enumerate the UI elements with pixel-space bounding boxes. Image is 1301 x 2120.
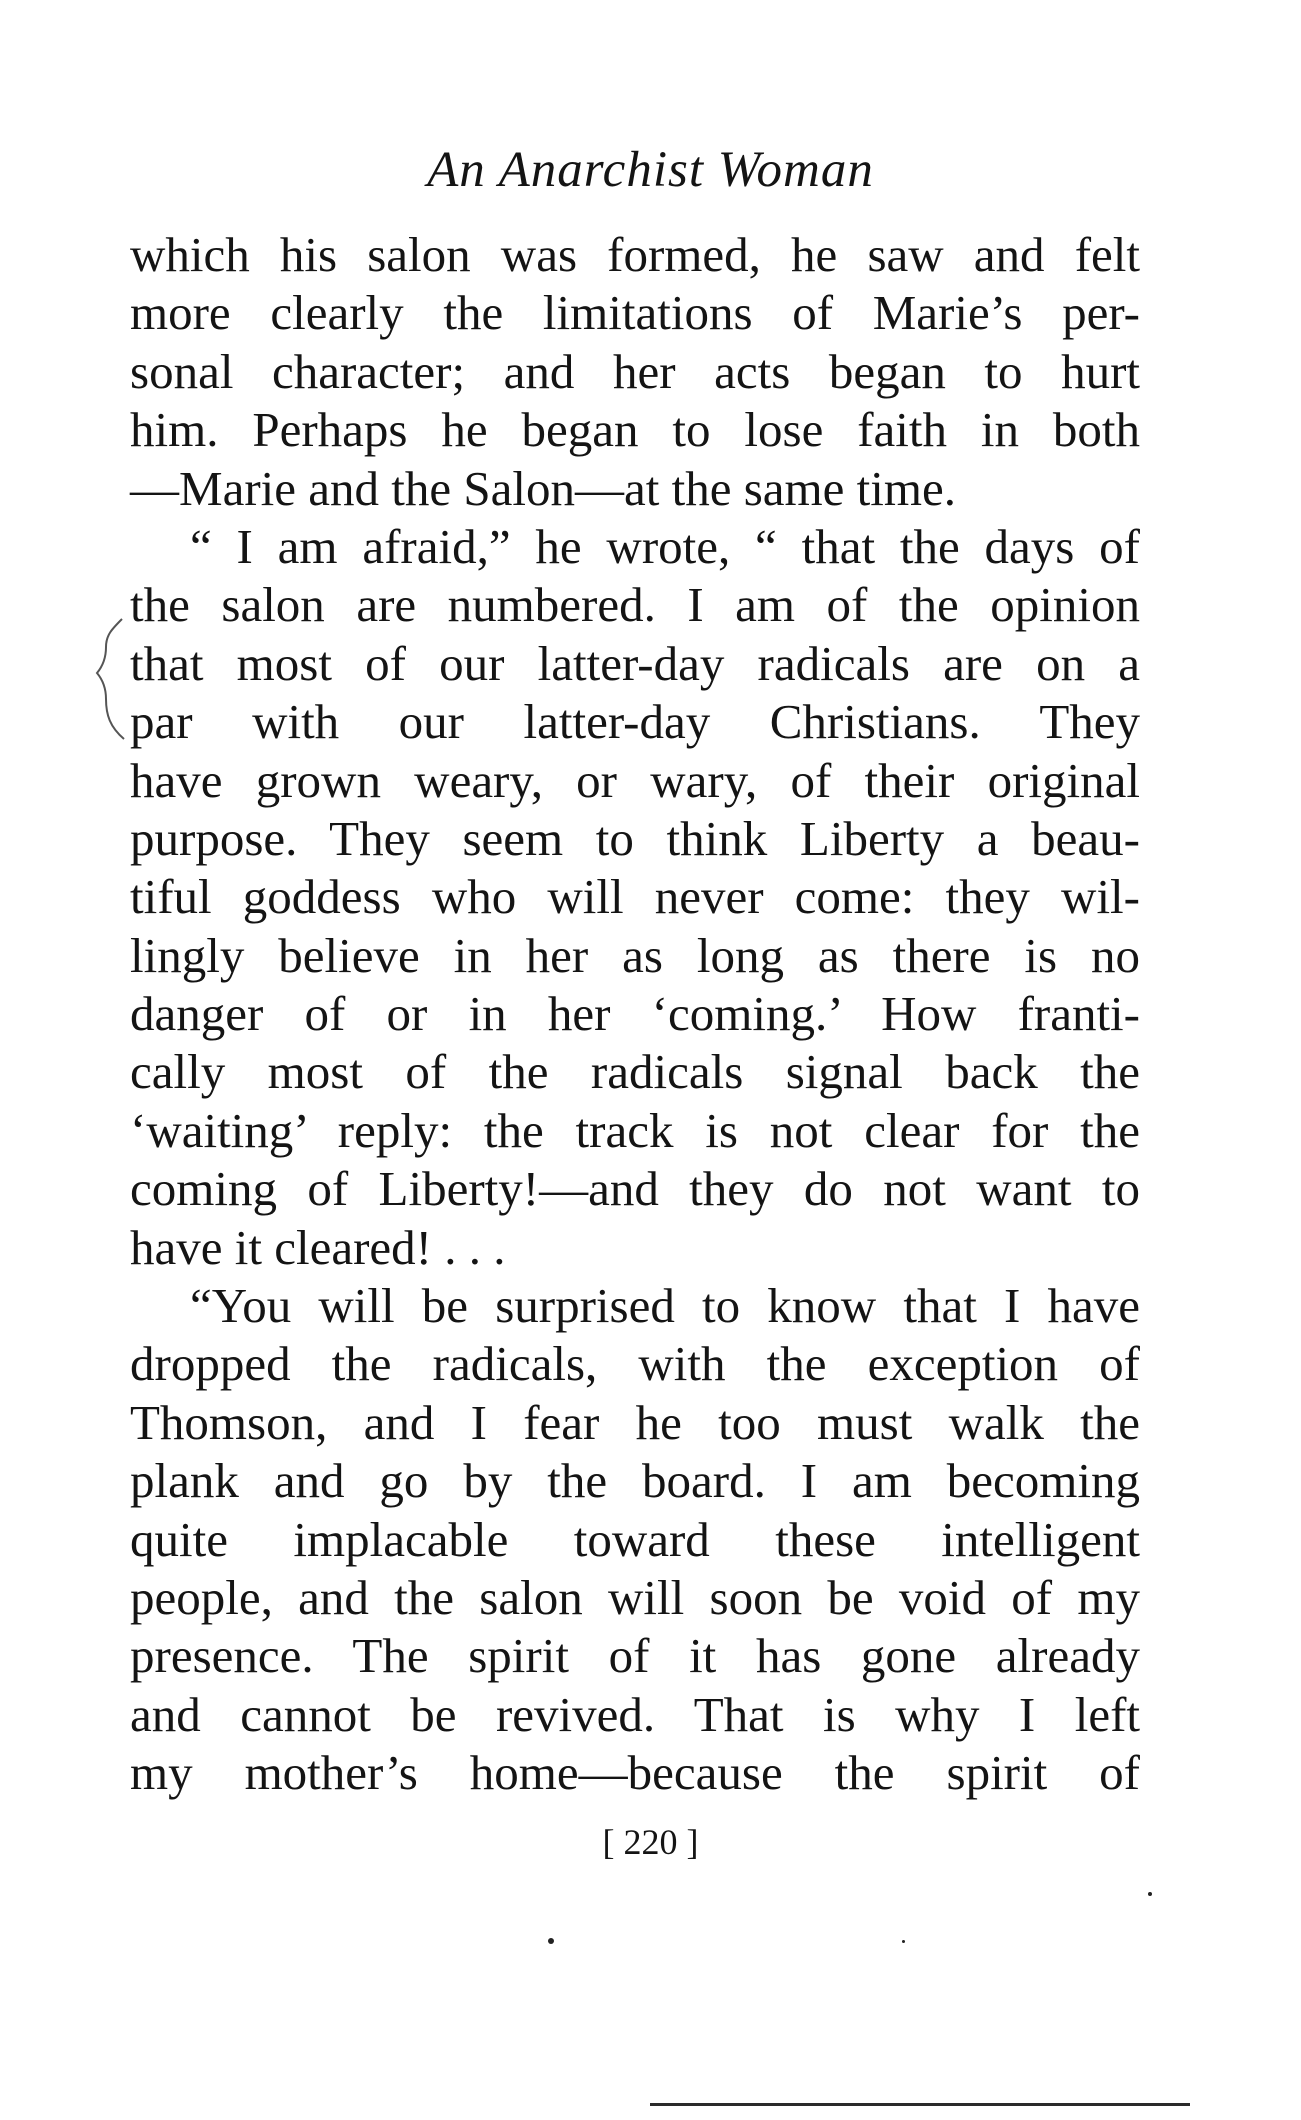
running-head: An Anarchist Woman	[427, 142, 874, 198]
text-line: “You will be surprised to know that I have	[190, 1278, 1140, 1334]
text-line: par with our latter-day Christians. They	[130, 694, 1140, 750]
text-line: my mother’s home—because the spirit of	[130, 1745, 1140, 1801]
text-line: lingly believe in her as long as there is no	[130, 927, 1140, 983]
scan-edge-line	[650, 2103, 1190, 2106]
margin-bracket-mark	[94, 615, 134, 745]
text-line: sonal character; and her acts began to hurt	[130, 343, 1140, 399]
ink-speck	[902, 1940, 905, 1943]
text-line: coming of Liberty!—and they do not want to	[130, 1161, 1140, 1217]
text-line: presence. The spirit of it has gone already	[130, 1628, 1140, 1684]
text-line: Thomson, and I fear he too must walk the	[130, 1394, 1140, 1450]
text-line: plank and go by the board. I am becoming	[130, 1453, 1140, 1509]
text-line: that most of our latter-day radicals are on a	[130, 635, 1140, 691]
text-line: and cannot be revived. That is why I left	[130, 1686, 1140, 1742]
text-line: the salon are numbered. I am of the opinion	[130, 577, 1140, 633]
text-line: “ I am afraid,” he wrote, “ that the days of	[190, 518, 1140, 574]
text-line: which his salon was formed, he saw and felt	[130, 227, 1140, 282]
text-line: have grown weary, or wary, of their original	[130, 752, 1140, 808]
ink-speck	[1148, 1892, 1152, 1896]
ink-speck	[548, 1938, 554, 1944]
text-line: tiful goddess who will never come: they wil-	[130, 869, 1140, 925]
text-line: cally most of the radicals signal back the	[130, 1044, 1140, 1100]
text-line: quite implacable toward these intelligent	[130, 1511, 1140, 1567]
text-line: more clearly the limitations of Marie’s per-	[130, 285, 1140, 341]
page-number: [ 220 ]	[602, 1822, 699, 1862]
text-line: people, and the salon will soon be void of my	[130, 1569, 1140, 1625]
text-line: have it cleared! . . .	[130, 1219, 506, 1275]
text-line: danger of or in her ‘coming.’ How franti-	[130, 986, 1140, 1042]
text-line: ‘waiting’ reply: the track is not clear for the	[130, 1102, 1140, 1158]
body-text	[130, 226, 1140, 1803]
text-line: him. Perhaps he began to lose faith in both	[130, 402, 1140, 458]
text-line: dropped the radicals, with the exception of	[130, 1336, 1140, 1392]
text-line: purpose. They seem to think Liberty a beau-	[130, 810, 1140, 866]
text-line: —Marie and the Salon—at the same time.	[130, 460, 956, 516]
